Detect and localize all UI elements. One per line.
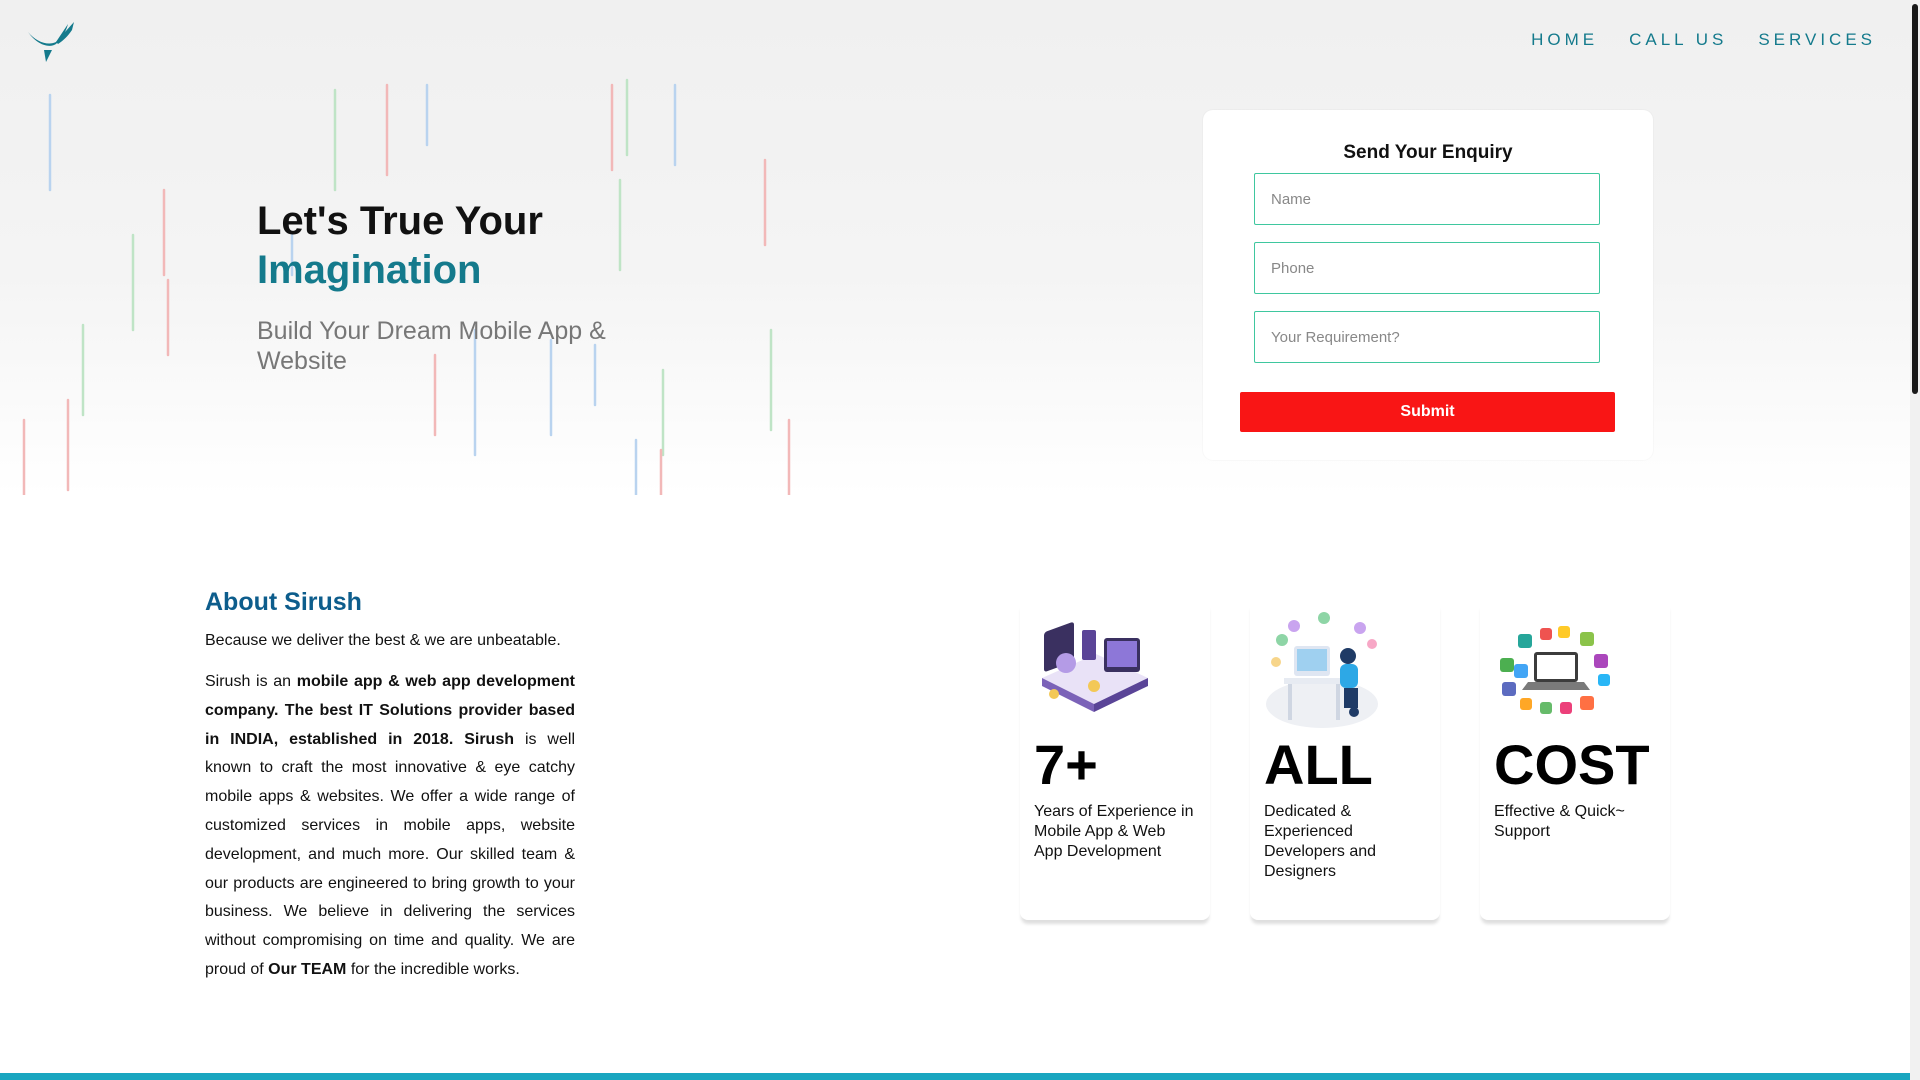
scrollbar-thumb[interactable]	[1912, 4, 1918, 394]
about-body-text: Sirush is an	[205, 673, 297, 690]
hero-title	[257, 197, 543, 295]
scrollbar[interactable]	[1910, 0, 1920, 1080]
devices-illustration-icon	[1034, 608, 1156, 730]
stat-card-cost	[1480, 600, 1670, 920]
main-nav	[1531, 30, 1876, 50]
nav-services[interactable]: SERVICES	[1758, 30, 1876, 49]
about-body	[205, 668, 575, 985]
enquiry-title: Send Your Enquiry	[1343, 142, 1513, 163]
about-body-bold: mobile app & web app development company. The best IT Solutions provider based in INDIA, established in 2018. Sirush	[205, 673, 575, 748]
developer-at-desk-illustration-icon	[1264, 608, 1386, 730]
stat-value: COST	[1494, 733, 1650, 796]
stat-label: Effective & Quick~ Support	[1494, 803, 1625, 840]
nav-call-us[interactable]: CALL US	[1629, 30, 1728, 49]
about-heading: About Sirush	[205, 588, 362, 616]
hero-subtitle: Build Your Dream Mobile App & Website	[257, 317, 606, 375]
about-body-bold: Our TEAM	[268, 960, 347, 978]
enquiry-form	[1203, 110, 1653, 460]
nav-home[interactable]: HOME	[1531, 30, 1599, 49]
hero-title-highlight: Imagination	[257, 248, 482, 292]
stat-card-developers	[1250, 600, 1440, 920]
submit-button[interactable]: Submit	[1240, 392, 1615, 432]
name-input[interactable]	[1254, 173, 1600, 225]
hero-title-line1: Let's True Your	[257, 199, 543, 243]
stat-value: ALL	[1264, 733, 1373, 796]
about-body-text: is well known to craft the most innovative & eye catchy mobile apps & websites. We offer a wide range of customized services in mobile apps, website development, and much more. Our skilled team & our products are engineered to bring growth to your business. We believe in delivering the services without compromising on time and quality. We are proud of	[205, 730, 575, 978]
app-icons-laptop-illustration-icon	[1494, 608, 1616, 730]
requirement-input[interactable]	[1254, 311, 1600, 363]
stat-label: Dedicated & Experienced Developers and Designers	[1264, 803, 1377, 880]
phone-input[interactable]	[1254, 242, 1600, 294]
stat-label: Years of Experience in Mobile App & Web App Development	[1034, 803, 1194, 860]
section-divider-band	[0, 1073, 1910, 1080]
stat-card-experience	[1020, 600, 1210, 920]
stat-value: 7+	[1034, 733, 1098, 796]
about-tagline: Because we deliver the best & we are unbeatable.	[205, 632, 561, 649]
bird-logo-icon[interactable]	[26, 20, 76, 64]
about-body-text: for the incredible works.	[346, 960, 520, 978]
